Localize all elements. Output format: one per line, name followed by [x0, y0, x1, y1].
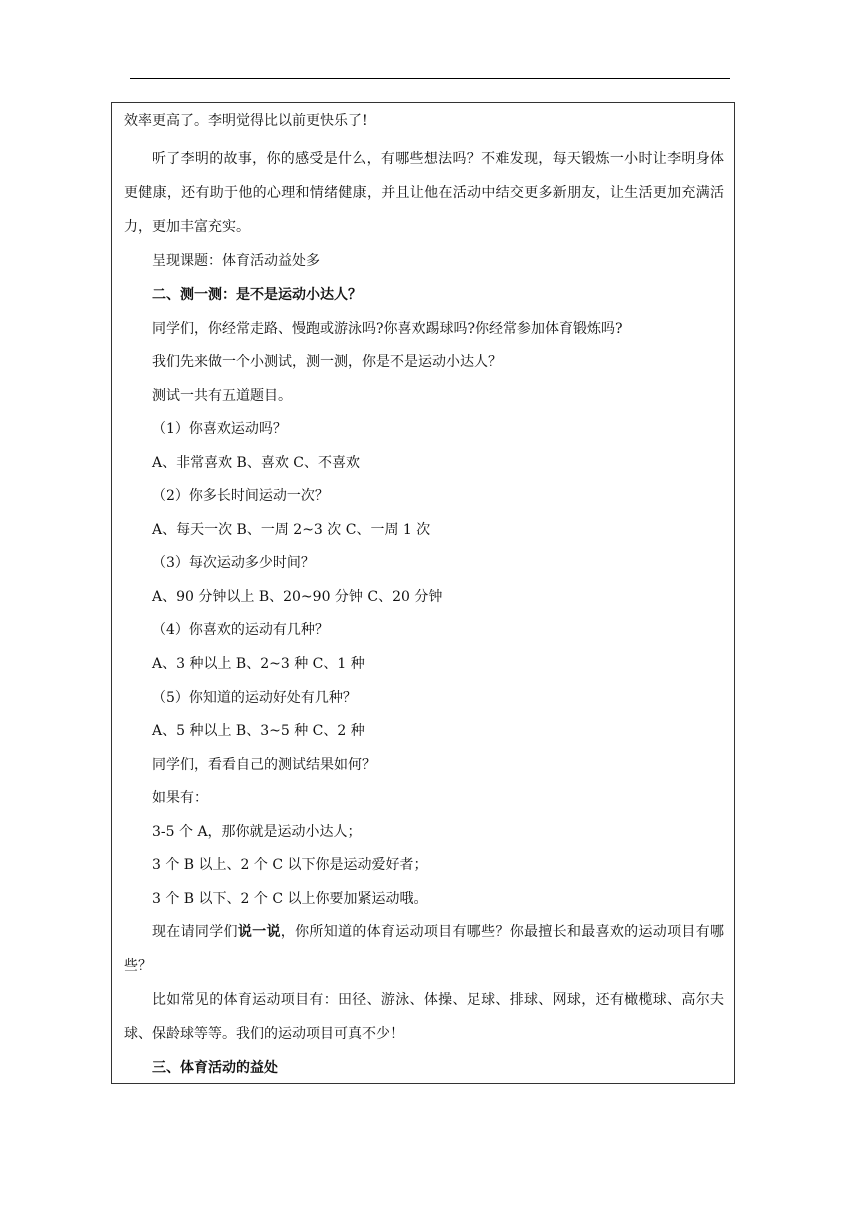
quiz-options-3: A、90 分钟以上 B、20~90 分钟 C、20 分钟 [152, 589, 443, 605]
result-rule-1: 3-5 个 A，那你就是运动小达人； [152, 824, 362, 840]
paragraph-sports-list: 比如常见的体育运动项目有：田径、游泳、体操、足球、排球、网球，还有橄榄球、高尔夫球、保龄球等等。我们的运动项目可真不少！ [124, 992, 724, 1042]
result-rule-2: 3 个 B 以上、2 个 C 以下你是运动爱好者； [152, 857, 428, 873]
result-rule-3: 3 个 B 以下、2 个 C 以上你要加紧运动哦。 [152, 891, 428, 907]
header-rule [130, 78, 730, 79]
quiz-options-2: A、每天一次 B、一周 2~3 次 C、一周 1 次 [152, 522, 431, 538]
quiz-options-5: A、5 种以上 B、3~5 种 C、2 种 [152, 723, 365, 739]
section-heading-benefits: 三、体育活动的益处 [152, 1060, 278, 1076]
paragraph-results: 同学们，看看自己的测试结果如何？ [152, 757, 376, 773]
paragraph-reflection: 听了李明的故事，你的感受是什么，有哪些想法吗？不难发现，每天锻炼一小时让李明身体更健康，还有助于他的心理和情绪健康，并且让他在活动中结交更多新朋友，让生活更加充满活力，更加丰富充实。 [124, 151, 724, 235]
quiz-options-4: A、3 种以上 B、2~3 种 C、1 种 [152, 656, 365, 672]
quiz-question-3: （3）每次运动多少时间？ [152, 555, 315, 571]
paragraph-if: 如果有： [152, 790, 208, 806]
quiz-question-5: （5）你知道的运动好处有几种？ [152, 690, 357, 706]
paragraph-question-habits: 同学们，你经常走路、慢跑或游泳吗?你喜欢踢球吗?你经常参加体育锻炼吗? [152, 321, 623, 337]
say-bold: 说一说 [237, 924, 281, 940]
quiz-question-4: （4）你喜欢的运动有几种？ [152, 622, 329, 638]
paragraph-test-intro: 我们先来做一个小测试，测一测，你是不是运动小达人？ [152, 354, 502, 370]
lesson-topic: 呈现课题：体育活动益处多 [152, 253, 320, 269]
say-pre: 现在请同学们 [152, 924, 238, 940]
section-heading-test: 二、测一测：是不是运动小达人？ [152, 287, 362, 303]
say-post: ，你所知道的体育运动项目有哪些？你最擅长和最喜欢的运动项目有哪些？ [124, 924, 725, 974]
paragraph-test-count: 测试一共有五道题目。 [152, 388, 292, 404]
quiz-question-2: （2）你多长时间运动一次？ [152, 488, 329, 504]
quiz-options-1: A、非常喜欢 B、喜欢 C、不喜欢 [152, 455, 361, 471]
paragraph-continuation: 效率更高了。李明觉得比以前更快乐了! [124, 113, 368, 129]
paragraph-say [124, 915, 724, 983]
quiz-question-1: （1）你喜欢运动吗？ [152, 421, 287, 437]
